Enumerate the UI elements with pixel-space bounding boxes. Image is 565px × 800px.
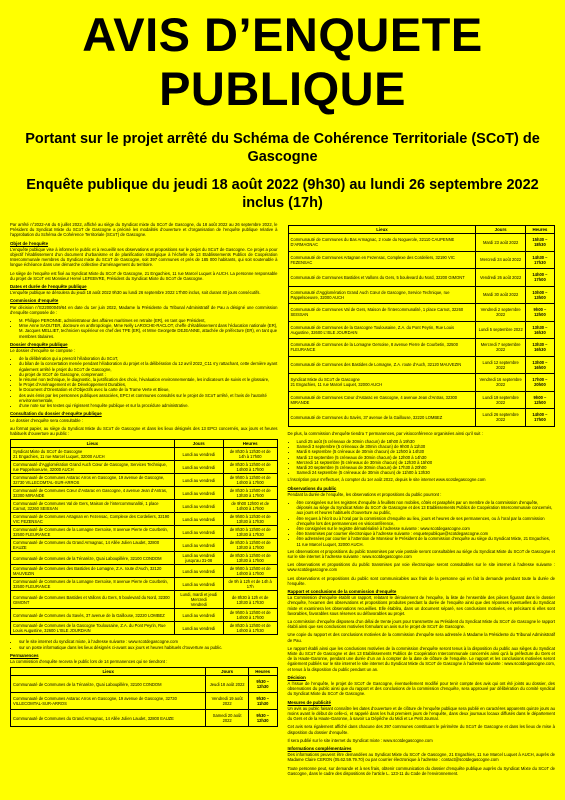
- table-cell-lieu: Communauté de Communes de la Gascogne Toulousaine, Z.A. du Pont Peyrin, Rue Louis Augustine, 32600 L’ISLE JOURDAIN: [288, 321, 476, 339]
- table-cell-jour: Lundi 26 septembre 2022: [476, 409, 525, 427]
- table-cell-heures: de 9h00 à 12h30 et de 13h30 à 17h30: [223, 513, 277, 526]
- body-columns: [10, 222, 555, 779]
- table-cell-lieu: Communauté de Communes du Savès, 37 avenue de la Gaillouse, 32220 LOMBEZ: [11, 609, 175, 622]
- objet-paragraph-1: L’enquête publique vise à informer le public et à recueillir ses observations et propositions sur le projet du SCoT de Gascogne. Ce projet a pour objectif l’établissement d’un document d’urbanisme et de planification stratégique à l’échelle de 13 Etablissements Publics de Coopération Intercommunale membres du Syndicat mixte du SCoT de Gascogne, soit 397 communes et près de 185 000 habitants, qui soit soutenable à longue échéance dans une démarche collective d’aménagement du territoire.: [10, 246, 278, 268]
- table-cell-lieu: Communauté de Communes Astarac Arros en Gascogne, 19 avenue de Gascogne, 32730 VILLECOMTAL-SUR-ARROS: [11, 693, 206, 710]
- title-line-2: PUBLIQUE: [159, 62, 406, 115]
- table-cell-lieu: Communauté d’Agglomération Grand Auch Cœur de Gascogne, Services Technique, rue Pappelsoeuvre, 32000 AUCH: [11, 461, 175, 474]
- mesures-paragraph-1: Un avis au public faisant connaître les dates d’ouverture et de clôture de l’enquête publique sera publié en caractères apparents quinze jours au moins avant le début de celle-ci, et rappelé dans les huit premiers jours de l’enquête, dans deux journaux locaux diffusés dans le département du Gers et de la Haute-Garonne, à savoir La Dépêche du Midi et Le Petit Journal.: [287, 705, 555, 722]
- dossier-item: • le Document d’Orientation et d’Objectifs avec la carte de la Trame Verte et Bleue,: [19, 387, 278, 392]
- table-cell-jour: Lundi 12 septembre 2022: [476, 356, 525, 374]
- mesures-paragraph-3: Il sera publié sur le site internet du Syndicat mixte : www.scotdegascogne.com: [287, 737, 433, 743]
- inquiry-dates: Enquête publique du jeudi 18 août 2022 (9h30) au lundi 26 septembre 2022 inclus (17h): [26, 177, 539, 211]
- visio-paragraph: De plus, la commission d’enquête tiendra 7 permanences, par visioconférence organisées ainsi qu’il suit :: [287, 430, 483, 436]
- table-cell-lieu: Communauté de Communes de la Lomagne Gersoise, 8 avenue Pierre de Courbetin, 32500 FLEURANCE: [11, 526, 175, 539]
- table-cell-lieu: Communauté de Communes Bastides et Vallons du Gers, 5 boulevard du Nord, 32300 GIMONT: [11, 591, 175, 609]
- table-row: [11, 526, 278, 539]
- col-header-jours: Jours: [174, 440, 223, 448]
- table-cell-lieu: Communauté de Communes du Grand Armagnac, 14 Allée Julien Laudet, 32800 EAUZE: [11, 710, 206, 727]
- table-cell-heures: de 8h30 à 12h00 et de 13h30 à 17h30: [223, 526, 277, 539]
- table-cell-jour: Mercredi 24 août 2022: [476, 251, 525, 269]
- table-row: [11, 500, 278, 513]
- table-row: [288, 269, 555, 287]
- intro-paragraph: Par arrêté n°2022-A6 du 6 juillet 2022, affiché au siège du Syndicat mixte du SCoT de Gascogne, du 18 août 2022 au 26 septembre 2022, le Président du Syndicat Mixte du SCoT de Gascogne a précisé les modalités d’ouverture et d’organisation de l’enquête publique relative à l’approbation du Schéma de Cohérence Territoriale (SCoT) de Gascogne.: [10, 222, 278, 238]
- observations-list: [288, 500, 556, 547]
- table-cell-heure: 13h00 – 16h00: [525, 356, 554, 374]
- table-cell-jour: Mardi 30 août 2022: [476, 286, 525, 304]
- table-row: [11, 693, 278, 710]
- info-heading: Informations complémentaires: [287, 746, 352, 752]
- table-cell-jours: Lundi au vendredi: [174, 474, 223, 487]
- table-cell-jours: Lundi au vendredi: [174, 539, 223, 552]
- table-cell-jour: Lundi 5 septembre 2022: [476, 321, 525, 339]
- notice-subtitle: Portant sur le projet arrêté du Schéma de Cohérence Territoriale (SCoT) de Gascogne: [25, 131, 540, 165]
- dossier-item: • d’une note sur les textes qui régissent l’enquête publique et sur la procédure administrative.: [19, 403, 278, 408]
- observations-heading: Observations du public: [287, 485, 337, 491]
- dossier-item: • de la délibération qui a prescrit l’élaboration du SCoT,: [19, 356, 278, 361]
- observations-item: • être reçues à l’écrit ou à l’oral par la commission d’enquête au lieu, jours et heures de ses permanences, ou à l’oral par la commission d’enquête lors des permanences en visioconférence,: [297, 516, 556, 526]
- table-cell-jours: Lundi au vendredi: [174, 622, 223, 635]
- table-row: [11, 487, 278, 500]
- rapport-paragraph-2: La commission d’enquête disposera d’un délai de trente jours pour transmettre au Président du Syndicat Mixte du SCoT de Gascogne le rapport établi ainsi que ses conclusions motivées formulant un avis sur le projet de SCoT de Gascogne.: [287, 619, 555, 630]
- table-cell-heures: de 8h30 à 12h00 et de 13h30 à 17h00: [223, 552, 277, 565]
- table-cell-heure: 14h30 – 17h30: [525, 251, 554, 269]
- commission-heading: Commission d’enquête: [10, 298, 59, 304]
- table-row: [288, 374, 555, 392]
- table-cell-heure: 13h30 – 16h30: [525, 321, 554, 339]
- table-cell-jours: Lundi au vendredi: [174, 578, 223, 591]
- col-header-jours: Jours: [206, 668, 248, 676]
- table-cell-jour: Vendredi 16 septembre 2022: [476, 374, 525, 392]
- permanences-heading: Permanences: [10, 652, 39, 658]
- table-cell-jour: Mercredi 7 septembre 2022: [476, 339, 525, 357]
- table-cell-heures: de 8h30 à 12h00 et de 13h30 à 17h00: [223, 539, 277, 552]
- mesures-paragraph-2: Cet avis sera également affiché dans chacune des 397 communes constituant le périmètre du SCoT de Gascogne et dans les lieux de mise à disposition du dossier d’enquête.: [287, 724, 555, 735]
- table-cell-lieu: Communauté de Communes des Bastides de Lomagne, Z.A. route d’Auch, 32120 MAUVEZIN: [288, 356, 476, 374]
- table-cell-heures: de 9h00 à 12h00 et de 14h00 à 17h00: [223, 474, 277, 487]
- table-cell-heures: de 9h00 12h00 et de 14h00 à 17h00: [223, 500, 277, 513]
- table-cell-heure: 15h30 – 18h30: [525, 234, 554, 252]
- table-cell-jours: Lundi au vendredi: [174, 565, 223, 578]
- table-cell-jour: Vendredi 26 août 2022: [476, 269, 525, 287]
- table-cell-heures: de 8h30 à 12h00 et de 14h00 à 17h00: [223, 461, 277, 474]
- table-cell-jours: Lundi au vendredi: [174, 448, 223, 461]
- decision-heading: Décision: [287, 674, 306, 680]
- table-cell-jour: Vendredi 2 septembre 2022: [476, 304, 525, 322]
- table-cell-lieu: Communauté de Communes Artagnan en Fezensac, Complexe des Cordeliers, 32190 VIC FEZENSAC: [288, 251, 476, 269]
- table-row: [11, 461, 278, 474]
- table-cell-jour: Lundi 19 septembre 2022: [476, 391, 525, 409]
- table-cell-lieu: Communauté de Communes du Savès, 37 avenue de la Gaillouse, 32220 LOMBEZ: [288, 409, 476, 427]
- table-row: [11, 591, 278, 609]
- consult-intro: Le dossier d’enquête sera consultable :: [10, 417, 83, 423]
- col-header-jours: Jours: [476, 226, 525, 234]
- table-cell-lieu: Communauté de Communes de la Ténarèze, Quai Laboupillère, 32100 CONDOM: [11, 676, 206, 693]
- notice-title: [10, 8, 555, 116]
- visio-item: • Samedi 24 septembre (5 créneaux de 30min chacun) de 11h00 à 13h30: [297, 470, 556, 475]
- objet-paragraph-2: Le siège de l’enquête est fixé au Syndicat Mixte du SCoT de Gascogne, 21 Engachies, 11 rue Marcel Luquet à AUCH. La personne responsable du projet de SCoT est Monsieur Hervé LEFEBVRE, Président du Syndicat Mixte du SCoT de Gascogne.: [10, 270, 278, 281]
- table-cell-jour: Samedi 20 août 2022: [206, 710, 248, 727]
- table-cell-lieu: Communauté de Communes de la Lomagne Gersoise, 8 avenue Pierre de Courbetin, 32500 FLEURANCE: [11, 578, 175, 591]
- table-cell-lieu: Communauté de Communes des Bastides de Lomagne, Z.A. route d’Auch, 32120 MAUVEZIN: [11, 565, 175, 578]
- table-cell-heures: de 9h à 12h et de 14h à 17h: [223, 578, 277, 591]
- table-cell-lieu: Communauté de Communes Bastides et Vallons du Gers, 5 boulevard du Nord, 32200 GIMONT: [288, 269, 476, 287]
- table-cell-heures: de 8h30 à 12h00 et de 14h00 à 17h30: [223, 622, 277, 635]
- consult-list: [10, 639, 278, 649]
- rapport-heading: Rapport et conclusions de la commission d’enquête: [287, 588, 397, 594]
- right-column: [288, 222, 556, 779]
- table-row: [288, 339, 555, 357]
- table-cell-jours: Lundi au vendredi: [174, 487, 223, 500]
- left-column: [10, 222, 278, 779]
- table-cell-heure: 10h00 – 13h00: [525, 286, 554, 304]
- table-cell-jours: Lundi au vendredi: [174, 461, 223, 474]
- observations-item: • être consignées sur le registre dématérialisé à l’adresse suivante : www.scotdegascogne.com: [297, 526, 556, 531]
- observations-paragraph: Pendant la durée de l’enquête, les observations et propositions du public pourront :: [287, 491, 442, 497]
- table-row: [288, 251, 555, 269]
- observations-item: • être adressées par courrier à l’attention de Monsieur le Président de la commission d’enquête au siège du Syndicat Mixte, 21 Engachies, 11 rue Marcel Luquet, 32000 AUCH.: [297, 536, 556, 546]
- rapport-paragraph-4: Le rapport établi ainsi que les conclusions motivées de la commission d’enquête seront tenus à la disposition du public aux sièges du Syndicat Mixte du SCoT de Gascogne et des 13 Etablissements Publics de Coopération Intercommunale concernés ainsi qu’à la préfecture du Gers et de la Haute-Garonne, pendant une durée d’un an à compter de la date de clôture de l’enquête. Le rapport et les conclusions motivées seront également publiés sur le site internet le site internet du Syndicat Mixte du SCoT de Gascogne à l’adresse suivante : www.scotdegascogne.com, et tenus à la disposition du public pendant un an.: [287, 645, 555, 672]
- table-cell-lieu: Communauté de Communes du Bas Armagnac, 2 route du Noguerole, 32110 CAUPENNE D’ARMAGNAC: [288, 234, 476, 252]
- table-cell-heure: 13h30 – 16h30: [525, 339, 554, 357]
- table-row: [11, 710, 278, 727]
- commission-item: • Mme Anne SAOUTER, docteure en anthropologie, Mme Nelly LAROCHE-RACLOT, cheffe d’établissement dans l’éducation nationale (ER), M. Jacques MELLIET, technicien supérieur en chef des TPE (ER), et Mme Georgette DEJEANNE, attachée de préfecture (ER), en tant que membres titulaires.: [19, 323, 278, 339]
- table-cell-lieu: Syndicat Mixte du SCoT de Gascogne 21 Engachies, 11 rue Marcel Luquet, 32000 AUCH: [11, 448, 175, 461]
- table-cell-lieu: Communauté de Communes Astarac Arros en Gascogne, 19 avenue de Gascogne, 32730 VILLECOMTAL-SUR-ARROS: [11, 474, 175, 487]
- table-row: [288, 409, 555, 427]
- consult-paragraph: au format papier, au siège du Syndicat Mixte du SCoT de Gascogne et dans les lieux désignés des 13 EPCI concernés, aux jours et heures habituels d’ouverture au public :: [10, 425, 278, 436]
- table-row: [288, 304, 555, 322]
- dossier-item: • du projet de SCoT de Gascogne, comprenant :: [19, 372, 278, 377]
- table-row: [11, 565, 278, 578]
- table-row: [288, 356, 555, 374]
- consult-item: • sur le site internet du syndicat mixte, à l’adresse suivante : www.scotdegascogne.com: [19, 639, 278, 644]
- table-cell-heures: de 8h30 à 12h00 et de 13h30 à 17h00: [223, 487, 277, 500]
- dossier-intro: Le dossier d’enquête se compose :: [10, 348, 75, 354]
- table-cell-heure: 9h00 – 12h00: [525, 304, 554, 322]
- table-row: [11, 578, 278, 591]
- observations-item: • être consignées sur les registres d’enquête à feuillets non mobiles, côtés et paraphés par un membre de la commission d’enquête, déposés au siège du Syndicat Mixte du SCoT de Gascogne et des 13 Etablissements Publics de Coopération Intercommunale concernés, aux jours et heures habituels d’ouverture au public,: [297, 500, 556, 516]
- table-cell-heure: 14h00 – 17h00: [525, 269, 554, 287]
- table-cell-jour: Jeudi 18 août 2022: [206, 676, 248, 693]
- dossier-item: • des avis émis par les personnes publiques associées, EPCI et communes consultés sur le projet de SCoT arrêté, et l’avis de l’autorité environnementale,: [19, 393, 278, 403]
- table-row: [11, 513, 278, 526]
- col-header-lieux: Lieux: [11, 440, 175, 448]
- dossier-item: • le résumé non technique, le diagnostic, la justification des choix, l’évaluation environnementale, les indicateurs de suivis et le glossaire,: [19, 377, 278, 382]
- table-cell-lieu: Communauté de Communes Val de Gers, Maison de l’intercommunalité, 1 place Carnot, 32260 SEISSAN: [288, 304, 476, 322]
- visio-item: • Mercredi 14 septembre (5 créneaux de 30min chacun) de 12h30 à 15h00: [297, 460, 556, 465]
- visio-item: • Mardi 6 septembre (5 créneaux de 30min chacun) de 12h00 à 14h30: [297, 449, 556, 454]
- dossier-heading: Dossier d’enquête publique: [10, 341, 68, 347]
- table-cell-lieu: Communauté de Communes de la Gascogne Toulousaine, Z.A. du Pont Peyrin, Rue Louis Augustine, 32600 L’ISLE JOURDAIN: [11, 622, 175, 635]
- commission-item: • M. Philippe PERONNE, administrateur des affaires maritimes en retraite (ER), en tant que Président,: [19, 318, 278, 323]
- col-header-heures: Heures: [223, 440, 277, 448]
- table-cell-heure: 14h00 – 17h00: [525, 409, 554, 427]
- table-cell-lieu: Communauté de Communes de la Lomagne Gersoise, 8 avenue Pierre de Courbetin, 32500 FLEURANCE: [288, 339, 476, 357]
- table-cell-jours: Lundi au vendredi: [174, 500, 223, 513]
- permanences-paragraph: La commission d’enquête recevra le public lors de 14 permanences qui se tiendront :: [10, 658, 168, 664]
- col-header-lieux: Lieux: [288, 226, 476, 234]
- dates-heading: Dates et durée de l’enquête publique: [10, 284, 87, 290]
- table-row: [11, 676, 278, 693]
- col-header-heures: Heures: [248, 668, 277, 676]
- table-cell-jours: Lundi au vendredi: [174, 513, 223, 526]
- commission-paragraph: Par décision n°E22000049/64 en date du 1er juin 2022, Madame la Présidente du Tribunal Administratif de Pau a désigné une commission d’enquête composée de :: [10, 304, 278, 315]
- observations-paragraph-2: Les observations et propositions du public transmises par voie postale seront consultables au siège du Syndicat Mixte du SCoT de Gascogne et sur le site internet à l’adresse suivante : www.scotdegascogne.com: [287, 548, 555, 559]
- commission-list: [10, 318, 278, 339]
- table-cell-jours: Lundi au vendredi: [174, 609, 223, 622]
- dates-paragraph: L’enquête publique se déroulera du jeudi 18 août 2022 9h30 au lundi 26 septembre 2022 17h00 inclus, soit durant 40 jours consécutifs.: [10, 290, 261, 296]
- visio-item: • Mardi 20 septembre (5 créneaux de 30min chacun) de 17h30 à 20h00: [297, 465, 556, 470]
- consult-locations-table: [10, 439, 278, 635]
- title-line-1: AVIS D’ENQUETE: [82, 8, 483, 61]
- table-row: [11, 552, 278, 565]
- table-cell-jour: Vendredi 19 août 2022: [206, 693, 248, 710]
- table-row: [288, 234, 555, 252]
- table-cell-heures: de 9h00 à 12h00 et de 14h00 à 17h00: [223, 565, 277, 578]
- table-cell-lieu: Communauté de Communes Cœur d’Astarac en Gascogne, 4 avenue Jean d’Antras, 32300 MIRANDE: [11, 487, 175, 500]
- observations-paragraph-3: Les observations et propositions du public transmises par voie électronique seront consultables sur le site internet à l’adresse suivante : www.scotdegascogne.com: [287, 562, 555, 573]
- dossier-item: • le Projet d’Aménagement et de Développement Durables,: [19, 382, 278, 387]
- table-row: [288, 321, 555, 339]
- table-cell-jours: Lundi, mardi et jeudi Mercredi Vendredi: [174, 591, 223, 609]
- table-cell-heure: 9h00 – 12h00: [525, 391, 554, 409]
- table-cell-heure: 9h30 – 11h30: [248, 693, 277, 710]
- table-cell-lieu: Communauté de Communes de la Ténarèze, Quai Laboupillère, 32100 CONDOM: [11, 552, 175, 565]
- table-cell-lieu: Communauté de Communes Val de Gers, Maison de l’intercommunalité, 1 place Carnot, 32260 SEISSAN: [11, 500, 175, 513]
- table-row: [288, 286, 555, 304]
- visio-note: L’inscription pour s’effectuer, à compter du 1er août 2022, depuis le site internet www.scotdegascogne.com: [287, 477, 486, 483]
- rapport-paragraph-3: Une copie du rapport et des conclusions motivées de la commission d’enquête sera adressée à Madame la Présidente du Tribunal Administratif de Pau.: [287, 632, 555, 643]
- consult-item: • sur un poste informatique dans les lieux désignés ci-avant aux jours et heures habituels d’ouverture au public.: [19, 645, 278, 650]
- info-paragraph-2: Toute personne peut, sur demande et à ses frais, obtenir communication du dossier d’enquête publique auprès du Syndicat Mixte du SCoT de Gascogne, dans le cadre des dispositions de l’article L. 123-11 du Code de l’environnement.: [287, 765, 555, 776]
- rapport-paragraph-1: La Commission d’enquête établit un rapport, relatant le déroulement de l’enquête, la liste de l’ensemble des pièces figurant dans le dossier d’enquête, l’examen des observations et propositions produites pendant la durée de l’enquête ainsi que des réponses éventuelles du Syndicat mixte et examinera les observations recueillies. Elle établira, dans un document séparé, ses conclusions motivées, en précisant si elles sont favorables, favorables sous réserves ou défavorables au projet.: [287, 595, 555, 616]
- table-cell-heures: de 9h00 à 12h00 et de 14h00 à 17h00: [223, 609, 277, 622]
- observations-item: • être transmises par courrier électronique à l’adresse suivante : enquetepublique@scotdegascogne.com: [297, 531, 556, 536]
- table-cell-lieu: Communauté de Communes Cœur d’Astarac en Gascogne, 4 avenue Jean d’Antras, 32300 MIRANDE: [288, 391, 476, 409]
- table-row: [288, 391, 555, 409]
- col-header-heures: Heures: [525, 226, 554, 234]
- table-row: [11, 609, 278, 622]
- table-cell-jours: Lundi au vendredi jusqu’au 31-08: [174, 552, 223, 565]
- consult-heading: Consultation du dossier d’enquête publique: [10, 411, 102, 417]
- table-row: [11, 474, 278, 487]
- visio-item: • Lundi 25 août (5 créneaux de 30min chacun) de 18h00 à 19h30: [297, 439, 556, 444]
- observations-paragraph-4: Les observations et propositions du public sont communicables aux frais de la personne qui en fait la demande pendant toute la durée de l’enquête.: [287, 575, 555, 586]
- visio-list: [288, 439, 556, 475]
- table-cell-lieu: Syndicat Mixte du SCoT de Gascogne 21 Engachies, 11 rue Marcel Luquet, 32000 AUCH: [288, 374, 476, 392]
- table-cell-heure: 9h30 – 12h30: [248, 676, 277, 693]
- info-paragraph-1: Des informations peuvent être demandées au Syndicat Mixte du SCoT de Gascogne, 21 Engachies, 11 rue Marcel Luquet à AUCH, auprès de Madame Claire CERON (05.62.59.79.70) ou par courrier électronique à l’adresse : contact@scotdegascogne.com: [287, 752, 555, 763]
- table-row: [11, 448, 278, 461]
- decision-paragraph: A l’issue de l’enquête, le projet de SCoT de Gascogne, éventuellement modifié pour tenir compte des avis qui ont été joints au dossier, des observations du public ainsi que du rapport et des conclusions de la commission d’enquête, sera approuvé par délibération du comité syndical du Syndicat Mixte du SCoT de Gascogne.: [287, 681, 555, 697]
- objet-heading: Objet de l’enquête: [10, 240, 49, 246]
- table-cell-jour: Mardi 23 août 2022: [476, 234, 525, 252]
- col-header-lieux: Lieux: [11, 668, 206, 676]
- table-cell-lieu: Communauté de Communes Artagnan en Fezensac, Complexe des Cordeliers, 32190 VIC FEZENSAC: [11, 513, 175, 526]
- table-cell-lieu: Communauté de Communes du Grand Armagnac, 14 Allée Julien Laudet, 32800 EAUZE: [11, 539, 175, 552]
- table-row: [11, 622, 278, 635]
- table-cell-lieu: Communauté d’Agglomération Grand Auch Cœur de Gascogne, Service Technique, rue Pappelsoeuvre, 32000 AUCH: [288, 286, 476, 304]
- table-cell-heures: de 8h30 à 12h30 et de 14h à 17h00: [223, 448, 277, 461]
- table-cell-heures: de 8h30 à 12h et de 13h30 à 17h30: [223, 591, 277, 609]
- table-cell-heure: 9h30 – 12h30: [248, 710, 277, 727]
- mesures-heading: Mesures de publicité: [287, 699, 331, 705]
- dossier-item: • du bilan de la concertation menée pendant l’élaboration du projet et la délibération du 12 avril 2022_C11 s’y rattachant, cette dernière ayant également arrêté le projet du SCoT de Gascogne,: [19, 361, 278, 371]
- table-cell-jours: Lundi au vendredi: [174, 526, 223, 539]
- visio-item: • Mardi 13 septembre (5 créneaux de 30min chacun) de 12h00 à 14h30: [297, 455, 556, 460]
- visio-item: • Samedi 3 septembre (5 créneaux de 30min chacun) de 9h00 à 11h30: [297, 444, 556, 449]
- table-cell-heure: 17h00 – 20h00: [525, 374, 554, 392]
- dossier-list: [10, 356, 278, 408]
- permanences-table-left: [10, 667, 278, 727]
- table-row: [11, 539, 278, 552]
- permanences-table-right: [288, 225, 556, 427]
